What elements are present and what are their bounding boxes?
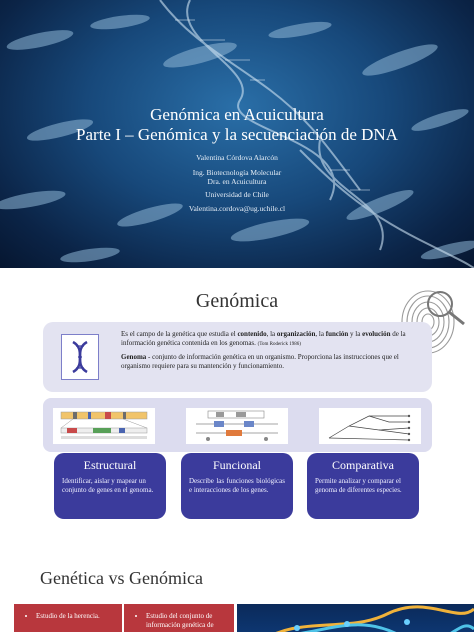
dna-icon [61, 334, 99, 380]
phylogenetic-tree-figure [319, 408, 421, 444]
genetica-vs-genomica-slide [0, 536, 474, 632]
author-degree: Ing. Biotecnología Molecular [192, 168, 282, 177]
citation: (Tom Roderick 1986) [257, 342, 301, 348]
card-title: Funcional [213, 458, 261, 472]
list-item: • Estudio de la herencia. [36, 612, 116, 621]
presentation-subtitle: Parte I – Genómica y la secuenciación de DNA [76, 125, 398, 144]
slide-title: Genética vs Genómica [40, 568, 203, 588]
genomica-column [124, 604, 234, 632]
chromosome-map-figure [53, 408, 155, 444]
card-estructural [54, 453, 166, 519]
slide-title: Genómica [195, 290, 279, 312]
card-description: Permite analizar y comparar el genoma de diferentes especies. [315, 477, 402, 494]
gene-function-figure [186, 408, 288, 444]
author-email[interactable]: Valentina.cordova@ug.uchile.cl [188, 204, 286, 213]
card-comparativa [307, 453, 419, 519]
dna-illustration [237, 604, 474, 632]
genoma-definition: Genoma - conjunto de información genética en un organismo. Proporciona las instrucciones que el organismo requiere para su mantención y funcionamiento. [121, 352, 399, 371]
list-item: • Estudio del conjunto de información genética de [146, 612, 228, 630]
card-funcional [181, 453, 293, 519]
author-degree-2: Dra. en Acuicultura [207, 177, 267, 186]
definition-box [43, 322, 432, 392]
card-title: Comparativa [332, 458, 394, 472]
genetica-column [14, 604, 122, 632]
genomica-definition: Es el campo de la genética que estudia el contenido, la organización, la función y la evolución de la información genética contenida en los genomas. (Tom Roderick 1986) Genoma - conjunto de información genética en un organismo. Proporciona las instrucciones que el organismo requiere para su mantención y funcionamiento. [121, 330, 423, 372]
genomica-slide [0, 268, 474, 536]
university: Universidad de Chile [205, 190, 269, 199]
title-slide [0, 0, 474, 268]
card-description: Describe las funciones biológicas e interacciones de los genes. [189, 477, 285, 494]
card-description: Identificar, aislar y mapear un conjunto de genes en el genoma. [62, 477, 154, 494]
presentation-title: Genómica en Acuicultura [150, 105, 324, 124]
author-name: Valentina Córdova Alarcón [196, 153, 278, 162]
figure-strip [43, 398, 432, 452]
card-title: Estructural [83, 458, 137, 472]
